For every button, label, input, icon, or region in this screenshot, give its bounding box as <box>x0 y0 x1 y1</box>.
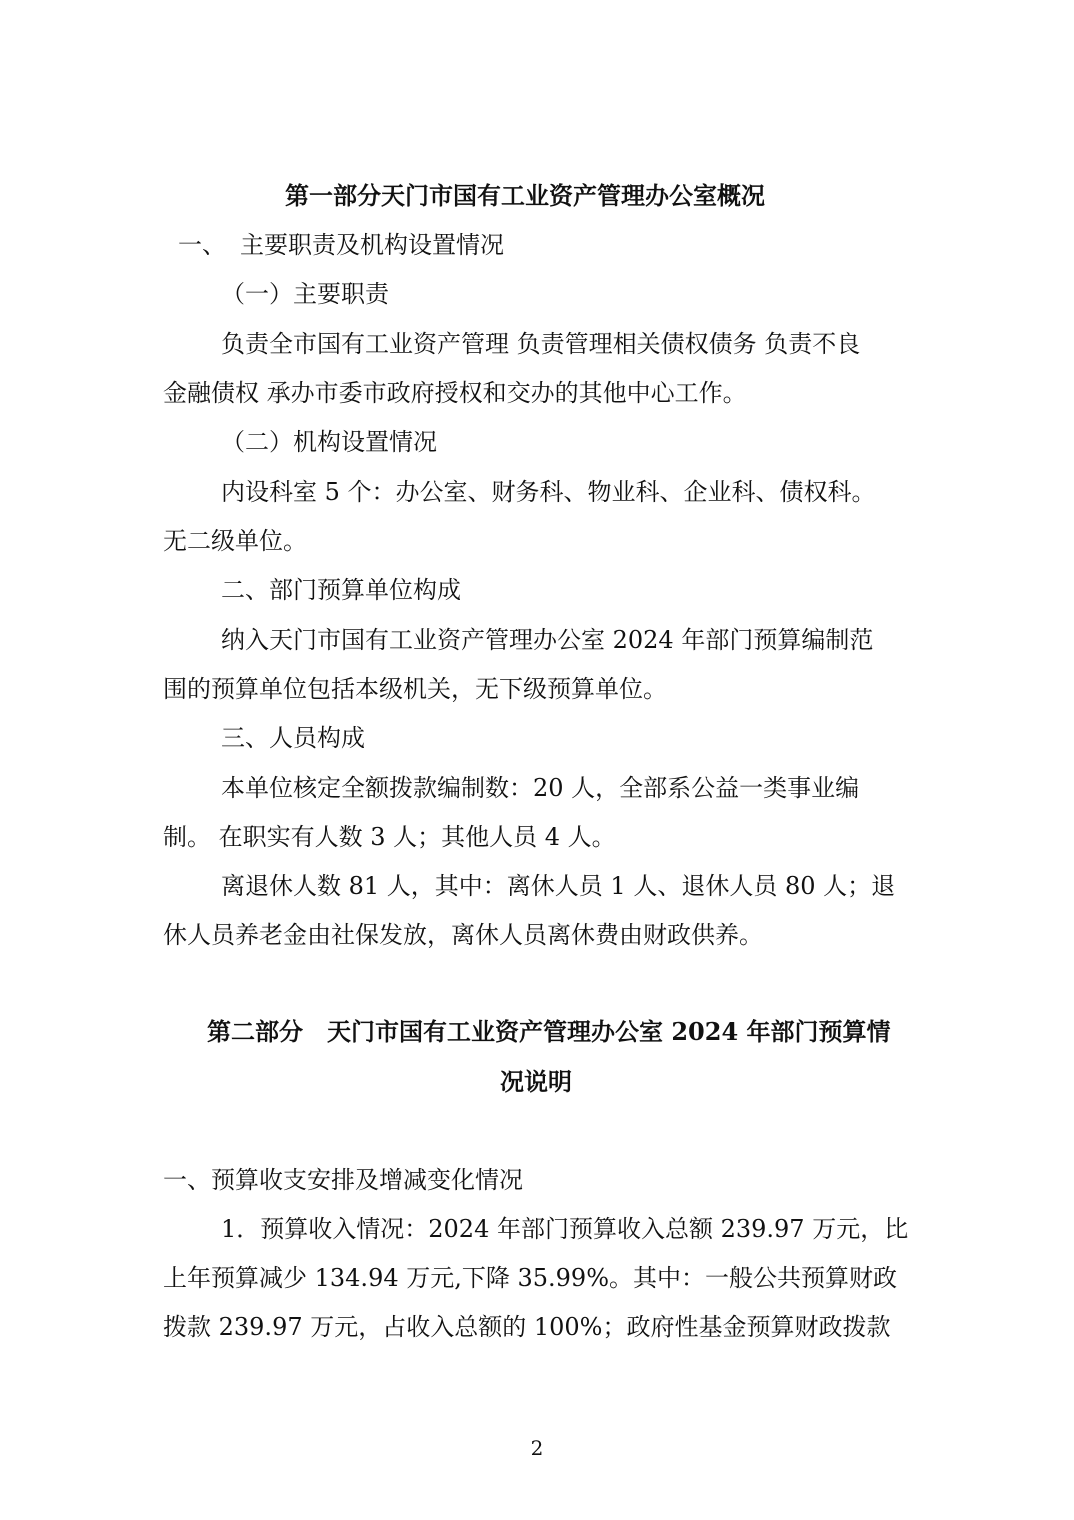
section2-heading: 二、部门预算单位构成 <box>221 576 461 604</box>
sub1-line-1: 负责全市国有工业资产管理 负责管理相关债权债务 负责不良 <box>221 330 861 358</box>
sub2-heading: （二）机构设置情况 <box>221 428 437 456</box>
sub2-line-1: 内设科室 5 个：办公室、财务科、物业科、企业科、债权科。 <box>221 478 876 506</box>
sub1-heading: （一）主要职责 <box>221 280 389 308</box>
section3-heading: 三、人员构成 <box>221 724 365 752</box>
section3-p1-line-2: 制。 在职实有人数 3 人；其他人员 4 人。 <box>163 823 616 851</box>
section1-number: 一、 <box>178 231 226 259</box>
section2-line-2: 围的预算单位包括本级机关，无下级预算单位。 <box>163 675 667 703</box>
section2-line-1: 纳入天门市国有工业资产管理办公室 2024 年部门预算编制范 <box>221 626 874 654</box>
section1-heading: 主要职责及机构设置情况 <box>240 231 504 259</box>
section3-p2-line-1: 离退休人数 81 人，其中：离休人员 1 人、退休人员 80 人；退 <box>221 872 896 900</box>
section3-p1-line-1: 本单位核定全额拨款编制数：20 人，全部系公益一类事业编 <box>221 774 860 802</box>
part2-item1-line-2: 上年预算减少 134.94 万元,下降 35.99%。其中：一般公共预算财政 <box>163 1264 898 1292</box>
sub2-line-2: 无二级单位。 <box>163 527 307 555</box>
part2-title-line-2: 况说明 <box>500 1067 572 1096</box>
section3-p2-line-2: 休人员养老金由社保发放，离休人员离休费由财政供养。 <box>163 921 763 949</box>
part2-item1-line-3: 拨款 239.97 万元，占收入总额的 100%；政府性基金预算财政拨款 <box>163 1313 891 1341</box>
page-number: 2 <box>530 1436 544 1460</box>
part2-title-line-1: 第二部分 天门市国有工业资产管理办公室 2024 年部门预算情 <box>207 1017 891 1046</box>
sub1-line-2: 金融债权 承办市委市政府授权和交办的其他中心工作。 <box>163 379 747 407</box>
part2-item1-line-1: 1．预算收入情况：2024 年部门预算收入总额 239.97 万元，比 <box>221 1215 909 1243</box>
part1-title: 第一部分天门市国有工业资产管理办公室概况 <box>285 181 765 210</box>
part2-section1-heading: 一、预算收支安排及增减变化情况 <box>163 1166 523 1194</box>
